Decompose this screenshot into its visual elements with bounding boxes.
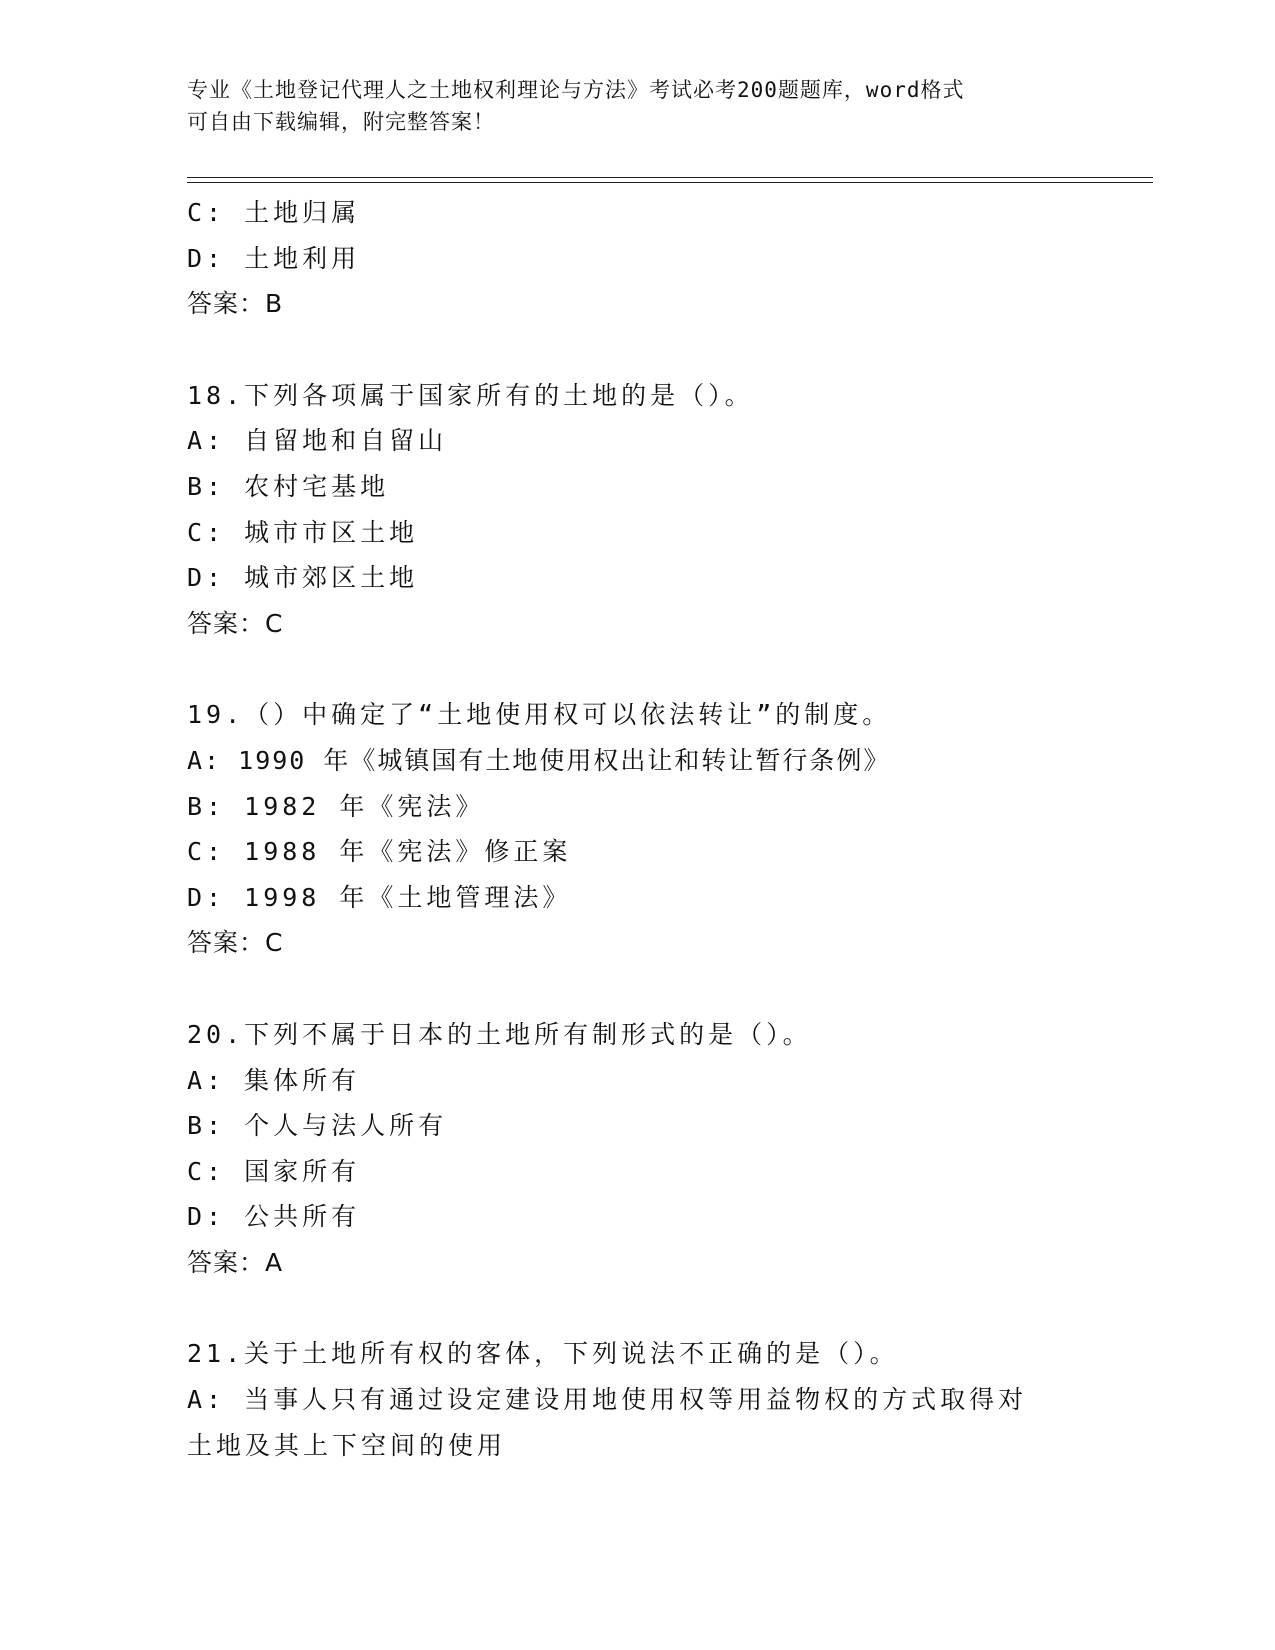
option-d: D: 公共所有 [187,1202,361,1232]
option-b: B: 农村宅基地 [187,471,390,501]
option-d: D: 1998 年《土地管理法》 [187,882,572,912]
option-a: A: 1990 年《城镇国有土地使用权出让和转让暂行条例》 [187,745,891,775]
option-c: C: 1988 年《宪法》修正案 [187,837,572,867]
question-list [187,190,1087,1468]
question-18 [187,373,1087,647]
option-c: C: 城市市区土地 [187,517,419,547]
question-stem: 19.（）中确定了“土地使用权可以依法转让”的制度。 [187,700,892,730]
option-d: D: 城市郊区土地 [187,563,419,593]
option-a: A: 当事人只有通过设定建设用地使用权等用益物权的方式取得对土地及其上下空间的使用 [187,1385,1028,1460]
answer: 答案：A [187,1247,284,1277]
answer: 答案：C [187,928,284,958]
spacer [187,327,1087,373]
question-20 [187,1012,1087,1286]
question-17-continued [187,190,1087,327]
spacer [187,1285,1087,1331]
question-stem: 20.下列不属于日本的土地所有制形式的是（）。 [187,1019,812,1049]
spacer [187,966,1087,1012]
header-divider-bottom [187,182,1153,183]
option-c: C: 土地归属 [187,198,361,227]
option-b: B: 1982 年《宪法》 [187,791,485,821]
document-header [187,74,1067,138]
spacer [187,646,1087,692]
option-d: D: 土地利用 [187,243,361,273]
question-19 [187,692,1087,966]
question-21 [187,1331,1087,1468]
answer: 答案：C [187,608,284,638]
question-stem: 21.关于土地所有权的客体，下列说法不正确的是（）。 [187,1339,899,1369]
question-stem: 18.下列各项属于国家所有的土地的是（）。 [187,380,754,410]
option-a: A: 自留地和自留山 [187,426,448,456]
answer: 答案：B [187,289,284,319]
header-line-2: 可自由下载编辑，附完整答案！ [187,110,495,134]
option-b: B: 个人与法人所有 [187,1111,448,1141]
option-a: A: 集体所有 [187,1065,361,1095]
option-c: C: 国家所有 [187,1156,361,1186]
header-line-1: 专业《土地登记代理人之土地权利理论与方法》考试必考200题题库，word格式 [187,78,965,102]
header-divider-top [187,177,1153,178]
